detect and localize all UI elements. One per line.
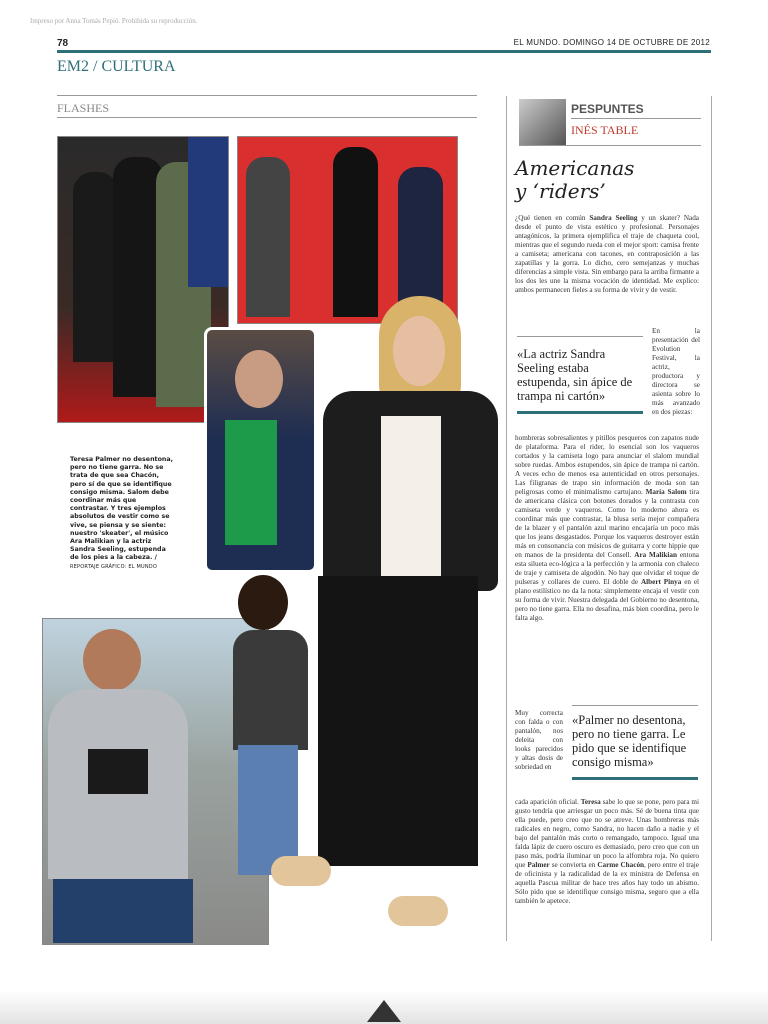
photo-credit: REPORTAJE GRÁFICO: EL MUNDO	[70, 563, 157, 570]
hair	[238, 575, 288, 630]
photo-actress	[293, 296, 503, 936]
pullquote-bar	[517, 411, 643, 414]
blouse	[381, 416, 441, 576]
trousers	[318, 576, 478, 866]
article-body: hombreras sobresalientes y pitillos pesqueros con zapatos nude de plataforma. Para el rider, lo esencial son los vaqueros cortados y la camiseta logo para anunciar el slalom mundial sobre ruedas. Ambos estupendos, sin ápice de trampa ni cartón. A veces echo de menos esa autenticidad en otros personajes. Las filigranas de trapo sin información de moda son tan peligrosas como el minimalismo cartujano. María Salom tira de americana clásica con botones dorados y la contrasta con camiseta verde y vaqueros. Como lo moderno ahora es coordinar más que contrastar, la blusa sería mejor compañera de la blazer y el pantalón azul marino encajaría un poco más que los jeans desgastados. Porque los vaqueros destroyer están más en consonancia con músicos de guitarra y corte hippie que en manos de la presidenta del Consell. Ara Malikian entona esta silueta eco-lógica a la perfección y la armonía con chaleco de traje y camiseta de algodón. No hay que olvidar el toque de pulseras y collares de cuero. El doble de Albert Pinya en el plano estilístico no da la nota: simplemente encaja el vestir con su forma de vivir. Nuestra delegada del Gobierno no desentona, pero no tiene garra. Ella no desafina, más bien coordina, pero le falta algo.	[515, 434, 700, 622]
scroll-up-icon[interactable]	[367, 1000, 401, 1022]
article-body: cada aparición oficial. Teresa sabe lo que se pone, pero para mi gusto tendría que arriesgar un poco más. Sé de buena tinta que ella puede, pero creo que no se atreve. Unas hombreras más radicales en negro, como Sandra, no hacen daño a nadie y el bajo del pantalón más corto o remangado, tampoco. Igual una falda lápiz de cuero oscuro es demasiado, pero creo que con un paso más, podría iluminar un poco la alfombra roja. No quiero que Palmer se convierta en Carme Chacón, pero entre el traje de oficinista y la radicalidad de la ex ministra de Defensa en aquella Pascua militar de hace tres años hay todo un abismo. Sólo pido que se identifique consigo misma, seguro que a ella también le apetece.	[515, 798, 699, 905]
divider	[57, 117, 477, 118]
article-body: Muy correcta con falda o con pantalón, nos deleita con looks parecidos y altas dosis de sobriedad en	[515, 709, 563, 771]
figure	[333, 147, 378, 317]
headline-line-1: Americanas	[515, 156, 635, 180]
column-author: INÉS TABLE	[571, 123, 639, 137]
divider	[519, 145, 701, 146]
flag	[188, 137, 228, 287]
headline-line-2: y ‘riders’	[515, 179, 606, 203]
figure	[73, 172, 118, 362]
article-body: En la presentación del Evolution Festival, la actriz, productora y directora se asienta sobre lo más avanzado en dos piezas:	[652, 327, 700, 416]
pullquote: «Palmer no desentona, pero no tiene garra. Le pido que se identifique consigo misma»	[572, 713, 687, 769]
face	[235, 350, 283, 408]
figure	[398, 167, 443, 317]
face	[393, 316, 445, 386]
column-name: PESPUNTES	[571, 102, 644, 116]
page-number: 78	[57, 38, 69, 49]
pullquote: «La actriz Sandra Seeling estaba estupenda, sin ápice de trampa ni cartón»	[517, 347, 633, 403]
watermark: Impreso por Anna Tomás Pepió. Prohibida su reproducción.	[30, 17, 198, 25]
face	[83, 629, 141, 691]
caption-text: Teresa Palmer no desentona, pero no tiene garra. No se trata de que sea Chacón, pero sí de que se identifique consigo misma. Salom debe coordinar más que contrastar. Y tres ejemplos absolutos de vestir como se vive, se piensa y se siente: nuestro 'skeater', el músico Ara Malikian y la actriz Sandra Seeling, estupenda de los pies a la cabeza. /	[70, 456, 174, 562]
top-bar	[57, 50, 711, 53]
shoe	[271, 856, 331, 886]
divider	[571, 118, 701, 119]
dateline: EL MUNDO. DOMINGO 14 DE OCTUBRE DE 2012	[513, 38, 710, 47]
divider	[572, 705, 698, 706]
divider	[517, 336, 643, 337]
subsection-title: FLASHES	[57, 101, 110, 115]
tshirt-print	[88, 749, 148, 794]
article-body: ¿Qué tienen en común Sandra Seeling y un skater? Nada desde el punto de vista estético y profesional. Personajes antagónicos, la primera ejemplifica el traje de chaqueta cool, mientras que el segundo rueda con el mejor sport: camisa frente a camiseta; americana con tacones, en contraposición a las zapatillas y la gorra. Lo dicho, cero semejanzas y muchas diferencias a simple vista. Sin embargo para la arriba firmante a los dos les une la misma vocación de identidad. Me explico: ambos permanecen fieles a su forma de vivir y de vestir.	[515, 214, 699, 294]
pullquote-bar	[572, 777, 698, 780]
section-title: EM2 / CULTURA	[57, 58, 176, 75]
needle-thread-icon	[519, 99, 566, 145]
photo-caption	[70, 456, 175, 571]
divider	[57, 95, 477, 96]
green-top	[225, 420, 277, 545]
shoe	[388, 896, 448, 926]
column-headline	[515, 157, 705, 203]
figure	[246, 157, 290, 317]
jeans	[53, 879, 193, 943]
